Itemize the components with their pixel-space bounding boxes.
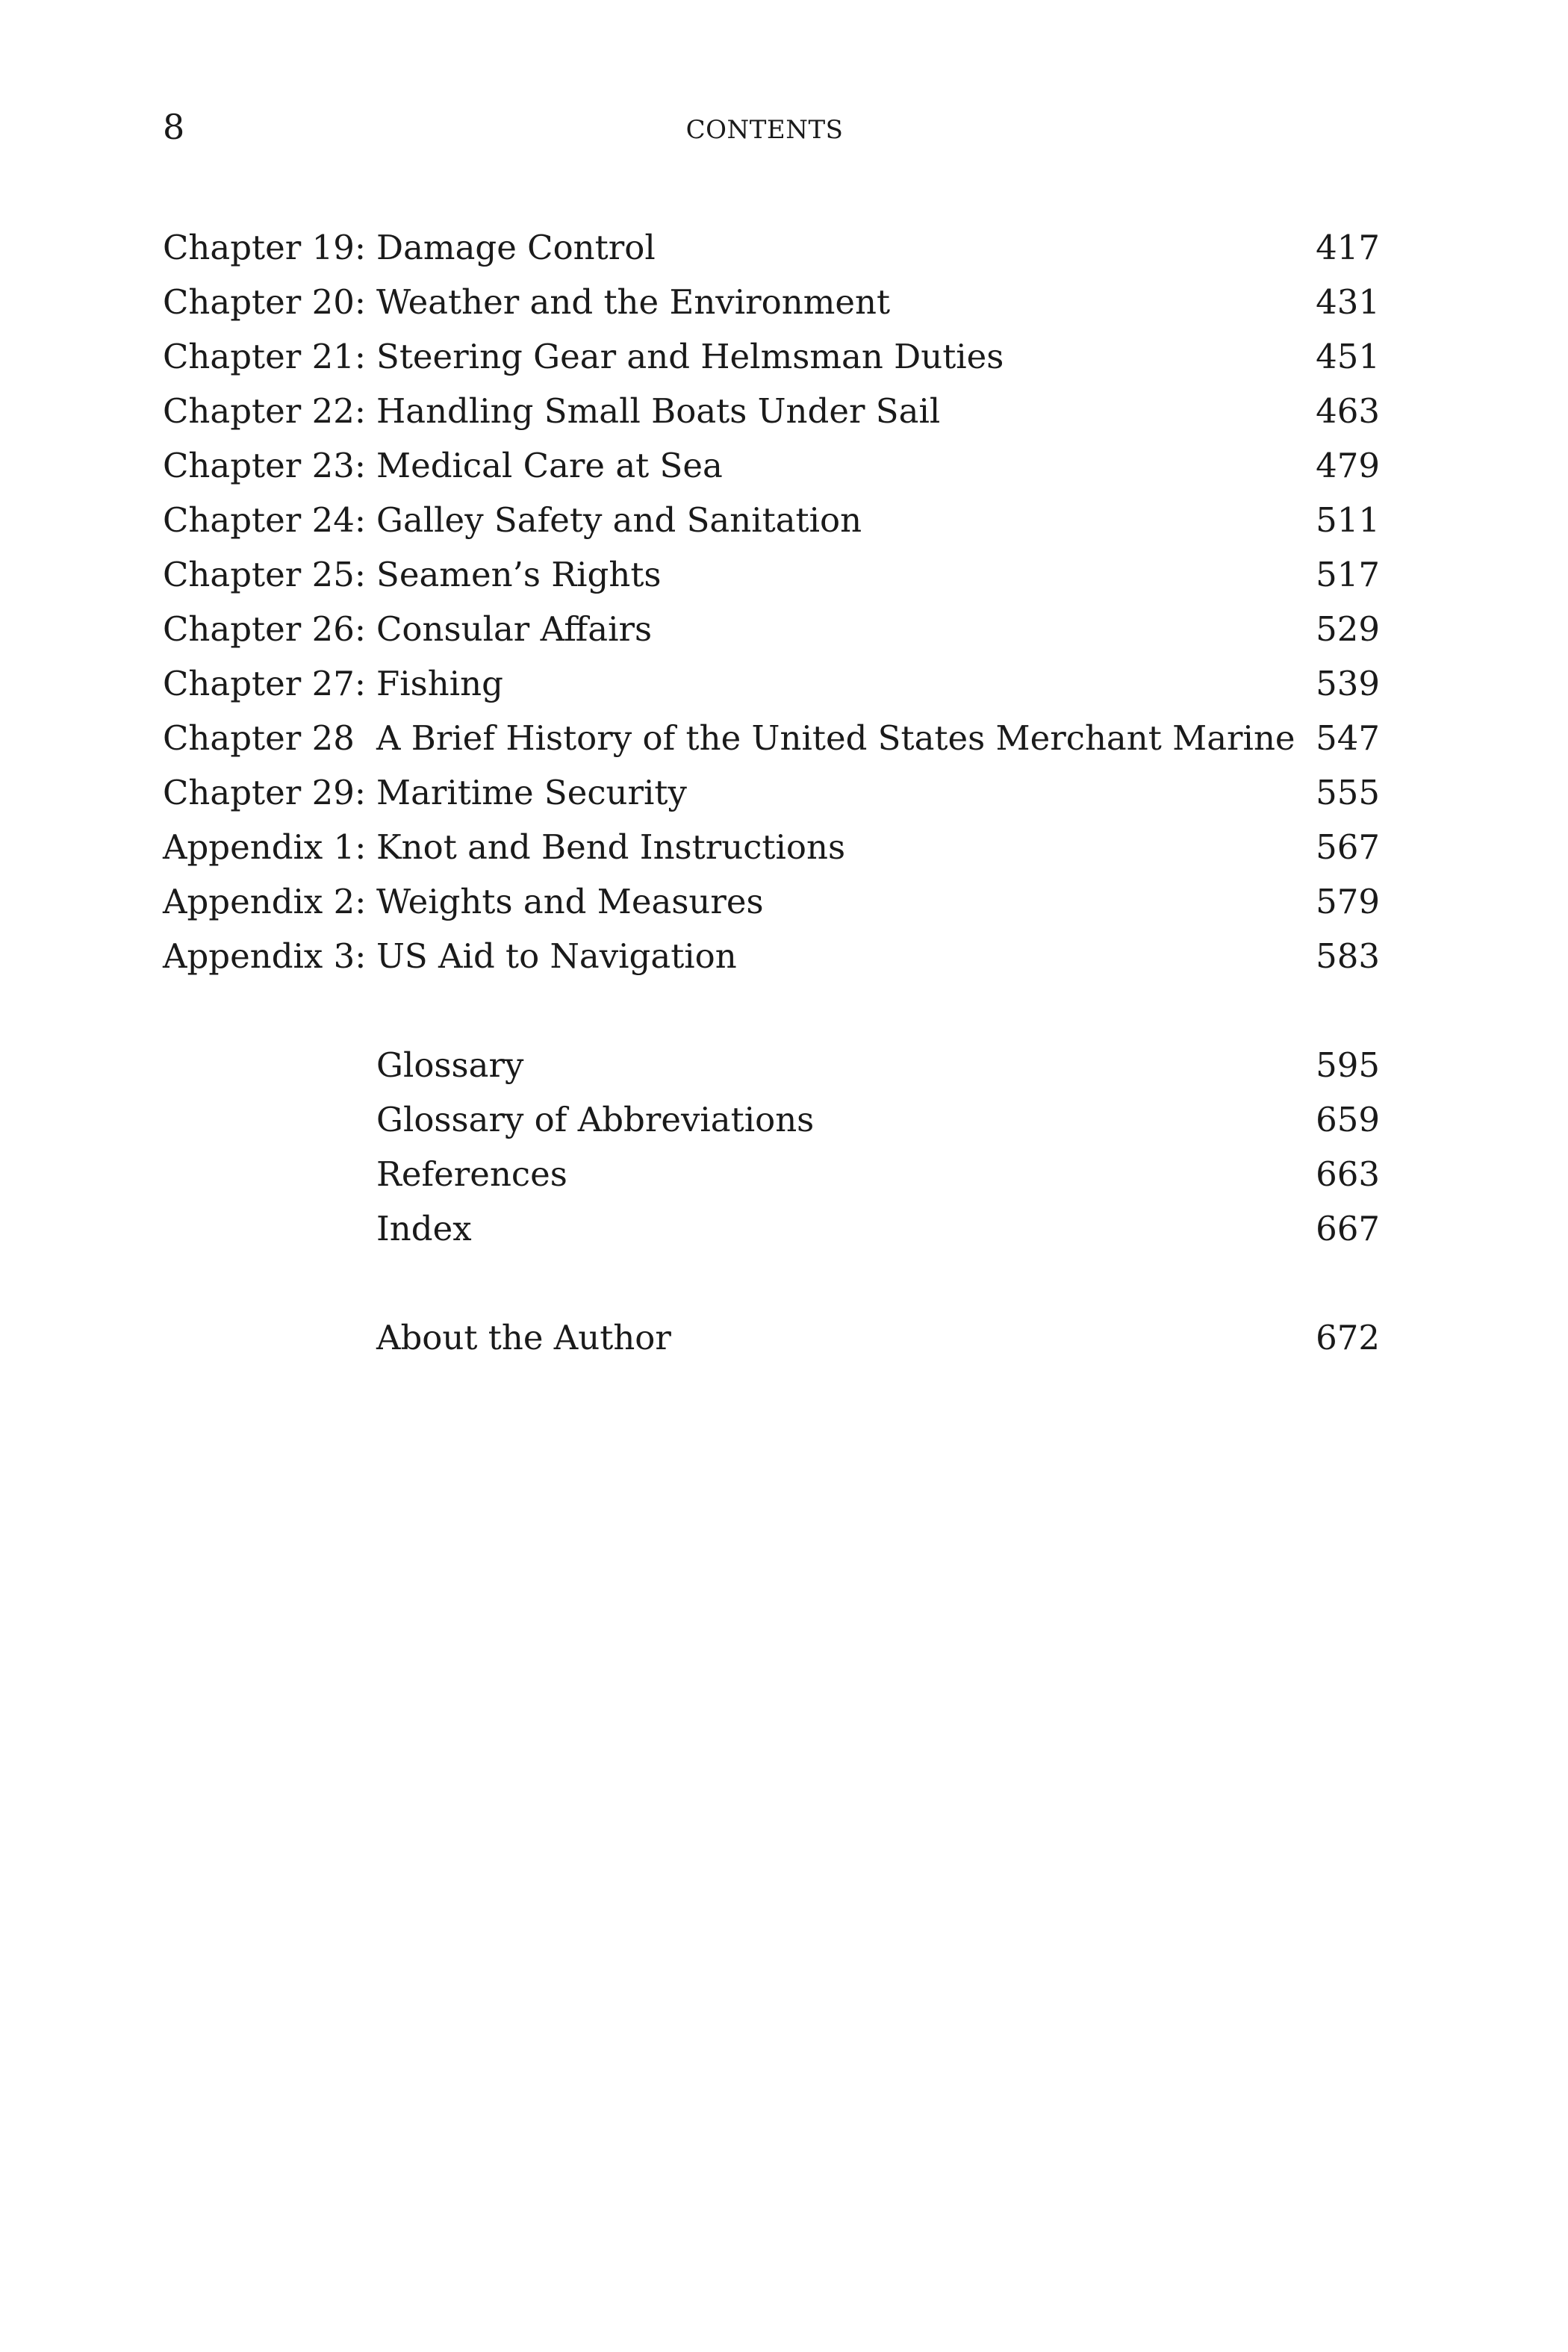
entry-page: 667 (1316, 1209, 1380, 1248)
entry-title: Glossary of Abbreviations (376, 1100, 815, 1139)
entry-label: Chapter 27: (163, 664, 366, 703)
entry-title: Maritime Security (376, 773, 687, 812)
entry-label: Appendix 1: (163, 827, 367, 867)
entry-title: Weights and Measures (376, 882, 764, 921)
entry-title: Knot and Bend Instructions (376, 827, 846, 867)
entry-page: 547 (1316, 718, 1380, 758)
entry-page: 672 (1316, 1318, 1380, 1357)
entry-title: Index (376, 1209, 472, 1248)
entry-page: 663 (1316, 1154, 1380, 1194)
entry-title: Weather and the Environment (376, 282, 891, 322)
toc-entry[interactable] (163, 1316, 1380, 1370)
toc-entry[interactable] (163, 553, 1380, 607)
entry-title: Handling Small Boats Under Sail (376, 391, 941, 431)
entry-title: Seamen’s Rights (376, 555, 662, 594)
toc-entry[interactable] (163, 389, 1380, 444)
section-spacer (163, 1261, 1380, 1316)
entry-label: Chapter 20: (163, 282, 366, 322)
entry-title: References (376, 1154, 567, 1194)
toc-entry[interactable] (163, 662, 1380, 716)
entry-label: Chapter 28 (163, 718, 355, 758)
toc-entry[interactable] (163, 607, 1380, 662)
entry-title: Fishing (376, 664, 503, 703)
toc-entry[interactable] (163, 225, 1380, 280)
toc-entry[interactable] (163, 444, 1380, 498)
entry-page: 555 (1316, 773, 1380, 812)
table-of-contents (163, 225, 1380, 1370)
entry-title: Glossary (376, 1045, 524, 1085)
entry-title: Damage Control (376, 228, 656, 267)
entry-label: Chapter 26: (163, 609, 366, 649)
entry-page: 511 (1316, 500, 1380, 540)
entry-label: Appendix 3: (163, 936, 367, 976)
entry-label: Chapter 29: (163, 773, 366, 812)
entry-page: 479 (1316, 446, 1380, 485)
entry-label: Chapter 21: (163, 337, 366, 376)
entry-title: Galley Safety and Sanitation (376, 500, 862, 540)
section-spacer (163, 989, 1380, 1043)
toc-entry[interactable] (163, 716, 1380, 771)
toc-entry[interactable] (163, 1152, 1380, 1207)
entry-page: 583 (1316, 936, 1380, 976)
entry-page: 463 (1316, 391, 1380, 431)
page-number: 8 (163, 107, 185, 147)
entry-page: 579 (1316, 882, 1380, 921)
entry-page: 431 (1316, 282, 1380, 322)
toc-entry[interactable] (163, 1098, 1380, 1152)
running-head: CONTENTS (685, 115, 844, 145)
entry-page: 451 (1316, 337, 1380, 376)
entry-page: 659 (1316, 1100, 1380, 1139)
toc-entry[interactable] (163, 825, 1380, 880)
entry-page: 567 (1316, 827, 1380, 867)
entry-title: US Aid to Navigation (376, 936, 737, 976)
entry-label: Chapter 22: (163, 391, 366, 431)
toc-entry[interactable] (163, 1207, 1380, 1261)
entry-page: 539 (1316, 664, 1380, 703)
entry-title: A Brief History of the United States Merchant Marine (376, 718, 1295, 758)
entry-label: Chapter 23: (163, 446, 366, 485)
toc-entry[interactable] (163, 335, 1380, 389)
entry-label: Appendix 2: (163, 882, 367, 921)
entry-label: Chapter 19: (163, 228, 366, 267)
toc-entry[interactable] (163, 498, 1380, 553)
toc-entry[interactable] (163, 771, 1380, 825)
entry-title: Steering Gear and Helmsman Duties (376, 337, 1004, 376)
toc-entry[interactable] (163, 1043, 1380, 1098)
entry-label: Chapter 25: (163, 555, 366, 594)
entry-page: 517 (1316, 555, 1380, 594)
entry-page: 417 (1316, 228, 1380, 267)
toc-entry[interactable] (163, 880, 1380, 934)
entry-page: 529 (1316, 609, 1380, 649)
toc-entry[interactable] (163, 934, 1380, 989)
toc-entry[interactable] (163, 280, 1380, 335)
entry-label: Chapter 24: (163, 500, 366, 540)
entry-title: Consular Affairs (376, 609, 653, 649)
entry-title: Medical Care at Sea (376, 446, 723, 485)
entry-title: About the Author (376, 1318, 671, 1357)
entry-page: 595 (1316, 1045, 1380, 1085)
